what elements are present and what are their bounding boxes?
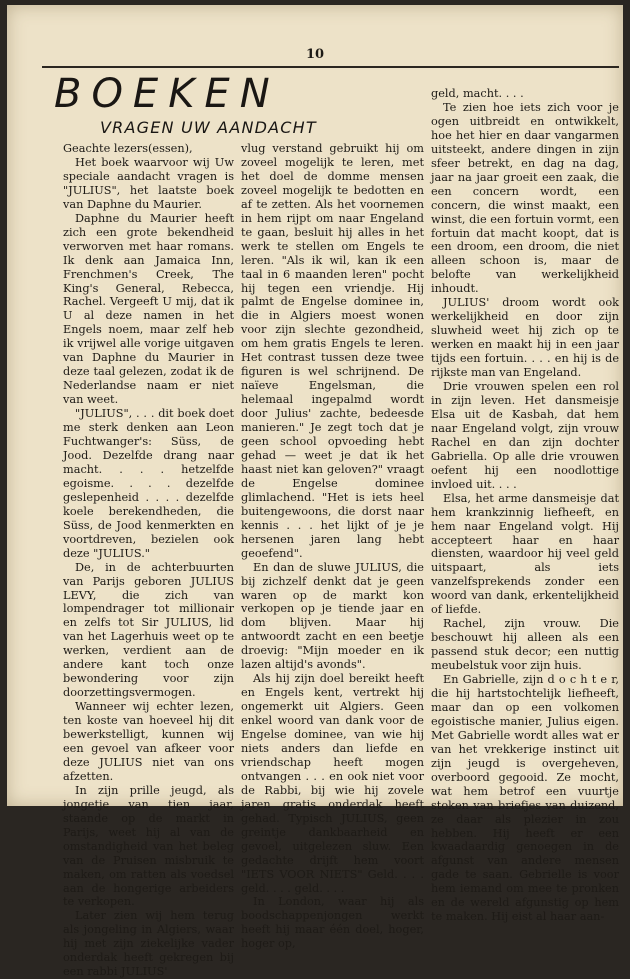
paragraph: Het boek waarvoor wij Uw speciale aandacht vragen is "JULIUS", het laatste boek van Daphne du Maurier. xyxy=(63,155,234,211)
section-title: BOEKEN xyxy=(54,71,280,117)
text-column-2 xyxy=(241,142,424,951)
paragraph: In London, waar hij als boodschappenjongen werkt heeft hij maar één doel, hoger, hoger op, xyxy=(241,895,424,951)
paragraph: Later zien wij hem terug als jongeling in Algiers, waar hij met zijn ziekelijke vader onderdak heeft gekregen bij een rabbi JULIUS' xyxy=(63,909,234,979)
text-column-1 xyxy=(63,142,234,979)
paragraph: vlug verstand gebruikt hij om zoveel mogelijk te leren, met het doel de domme mensen zoveel mogelijk te bedotten en af te zetten. Als het voornemen in hem rijpt om naar Engeland te gaan, besluit hij alles in het werk te stellen om Engels te leren. "Als ik wil, kan ik een taal in 6 maanden leren" pocht hij tegen een vriendje. Hij palmt de Engelse dominee in, die in Algiers moest wonen voor zijn slechte gezondheid, om hem gratis Engels te leren. Het contrast tussen deze twee figuren is wel schrijnend. De naïeve Engelsman, die helemaal ingepalmd wordt door Julius' zachte, bedeesde manieren." Je zegt toch dat je geen school opvoeding hebt gehad — weet je dat ik het haast niet kan geloven?" vraagt de Engelse dominee glimlachend. "Het is iets heel buitengewoons, die dorst naar kennis . . . het lijkt of je je hersenen jaren lang hebt geoefend". xyxy=(241,142,424,560)
paragraph: Rachel, zijn vrouw. Die beschouwt hij alleen als een passend stuk decor; een nuttig meubelstuk voor zijn huis. xyxy=(431,617,619,673)
paragraph: Te zien hoe iets zich voor je ogen uitbreidt en ontwikkelt, hoe het hier en daar vangarmen uitsteekt, andere dingen in zijn sfeer betrekt, en dag na dag, jaar na jaar groeit een zaak, die een concern wordt, een concern, die winst maakt, een winst, die een fortuin vormt, een fortuin dat macht koopt, dat is een droom, een droom, die niet alleen schoon is, maar de belofte van werkelijkheid inhoudt. xyxy=(431,100,619,296)
paragraph: In zijn prille jeugd, als jongetje van tien jaar, staande op de markt in Parijs, weet hij al van de omstandigheid van het beleg van de Pruisen misbruik te maken, om ratten als voedsel aan de hongerige arbeiders te verkopen. xyxy=(63,783,234,909)
page-number: 10 xyxy=(305,47,325,62)
paragraph: geld, macht. . . . xyxy=(431,87,524,100)
paragraph: En dan de sluwe JULIUS, die bij zichzelf denkt dat je geen waren op de markt kon verkopen op je tiende jaar en dom blijven. Maar hij antwoordt zacht en een beetje droevig: "Mijn moeder en ik lazen altijd's avonds". xyxy=(241,560,424,672)
section-subtitle: VRAGEN UW AANDACHT xyxy=(100,118,317,137)
paragraph: Elsa, het arme dansmeisje dat hem krankzinnig liefheeft, en hem naar Engeland volgt. Hij accepteert haar en haar diensten, waardoor hij veel geld uitspaart, als iets vanzelfsprekends zonder een woord van dank, erkentelijkheid of liefde. xyxy=(431,491,619,617)
paragraph: De, in de achterbuurten van Parijs geboren JULIUS LEVY, die zich van lompendrager tot millionair en zelfs tot Sir JULIUS, lid van het Lagerhuis weet op te werken, verdient aan de andere kant toch onze bewondering voor zijn doorzettingsvermogen. xyxy=(63,560,234,700)
paragraph: Als hij zijn doel bereikt heeft en Engels kent, vertrekt hij ongemerkt uit Algiers. Geen enkel woord van dank voor de Engelse dominee, van wie hij niets anders dan liefde en vriendschap heeft mogen ontvangen . . . en ook niet voor de Rabbi, bij wie hij zovele jaren gratis onderdak heeft gehad. Typisch JULIUS, geen greintje dankbaarheid en gevoel, uitgelezen sluw. Een gedachte drijft hem voort "IETS VOOR NIETS" Geld. . . . geld. . . . geld. . . . xyxy=(241,672,424,895)
paragraph: En Gabrielle, zijn d o c h t e r, die hij hartstochtelijk liefheeft, maar dan op een volkomen egoistische manier, Julius eigen. Met Gabrielle wordt alles wat er van het vrekkerige instinct uit zijn jeugd is overgeheven, overboord gegooid. Ze mocht, wat hem betrof een vuurtje stoken van briefjes van duizend, ze daar als plezier in zou hebben. Hij heeft er een kwaadaardig genoegen in de afgunst van andere mensen gade te saan. Gebrielle is voor hem iemand om mee te pronken en de wereld afgunstig op hem te maken. Hij eist al haar aan- xyxy=(431,673,619,924)
text-column-3 xyxy=(431,87,619,924)
paragraph: "JULIUS", . . . dit boek doet me sterk denken aan Leon Fuchtwanger's: Süss, de Jood. Dezelfde drang naar macht. . . . hetzelfde egoisme. . . . dezelfde geslepenheid . . . . dezelfde koele berekendheden, die Süss, de Jood kenmerkten en voortdreven, bezielen ook deze "JULIUS." xyxy=(63,407,234,560)
paragraph: Wanneer wij echter lezen, ten koste van hoeveel hij dit bewerkstelligt, kunnen wij een gevoel van afkeer voor deze JULIUS niet van ons afzetten. xyxy=(63,700,234,783)
paragraph: JULIUS' droom wordt ook werkelijkheid en door zijn sluwheid weet hij zich op te werken en maakt hij in een jaar tijds een fortuin. . . . en hij is de rijkste man van Engeland. xyxy=(431,296,619,380)
header-rule xyxy=(42,66,619,68)
paragraph: Geachte lezers(essen), xyxy=(63,142,193,155)
paragraph: Drie vrouwen spelen een rol in zijn leven. Het dansmeisje Elsa uit de Kasbah, dat hem naar Engeland volgt, zijn vrouw Rachel en dan zijn dochter Gabriella. Op alle drie vrouwen oefent hij een noodlottige invloed uit. . . . xyxy=(431,380,619,491)
paragraph: Daphne du Maurier heeft zich een grote bekendheid verworven met haar romans. Ik denk aan Jamaica Inn, Frenchmen's Creek, The King's General, Rebecca, Rachel. Vergeeft U mij, dat ik U al deze namen in het Engels noem, maar zelf heb ik vrijwel alle vorige uitgaven van Daphne du Maurier in deze taal gelezen, zodat ik de Nederlandse naam er niet van weet. xyxy=(63,211,234,407)
magazine-page xyxy=(7,5,623,979)
